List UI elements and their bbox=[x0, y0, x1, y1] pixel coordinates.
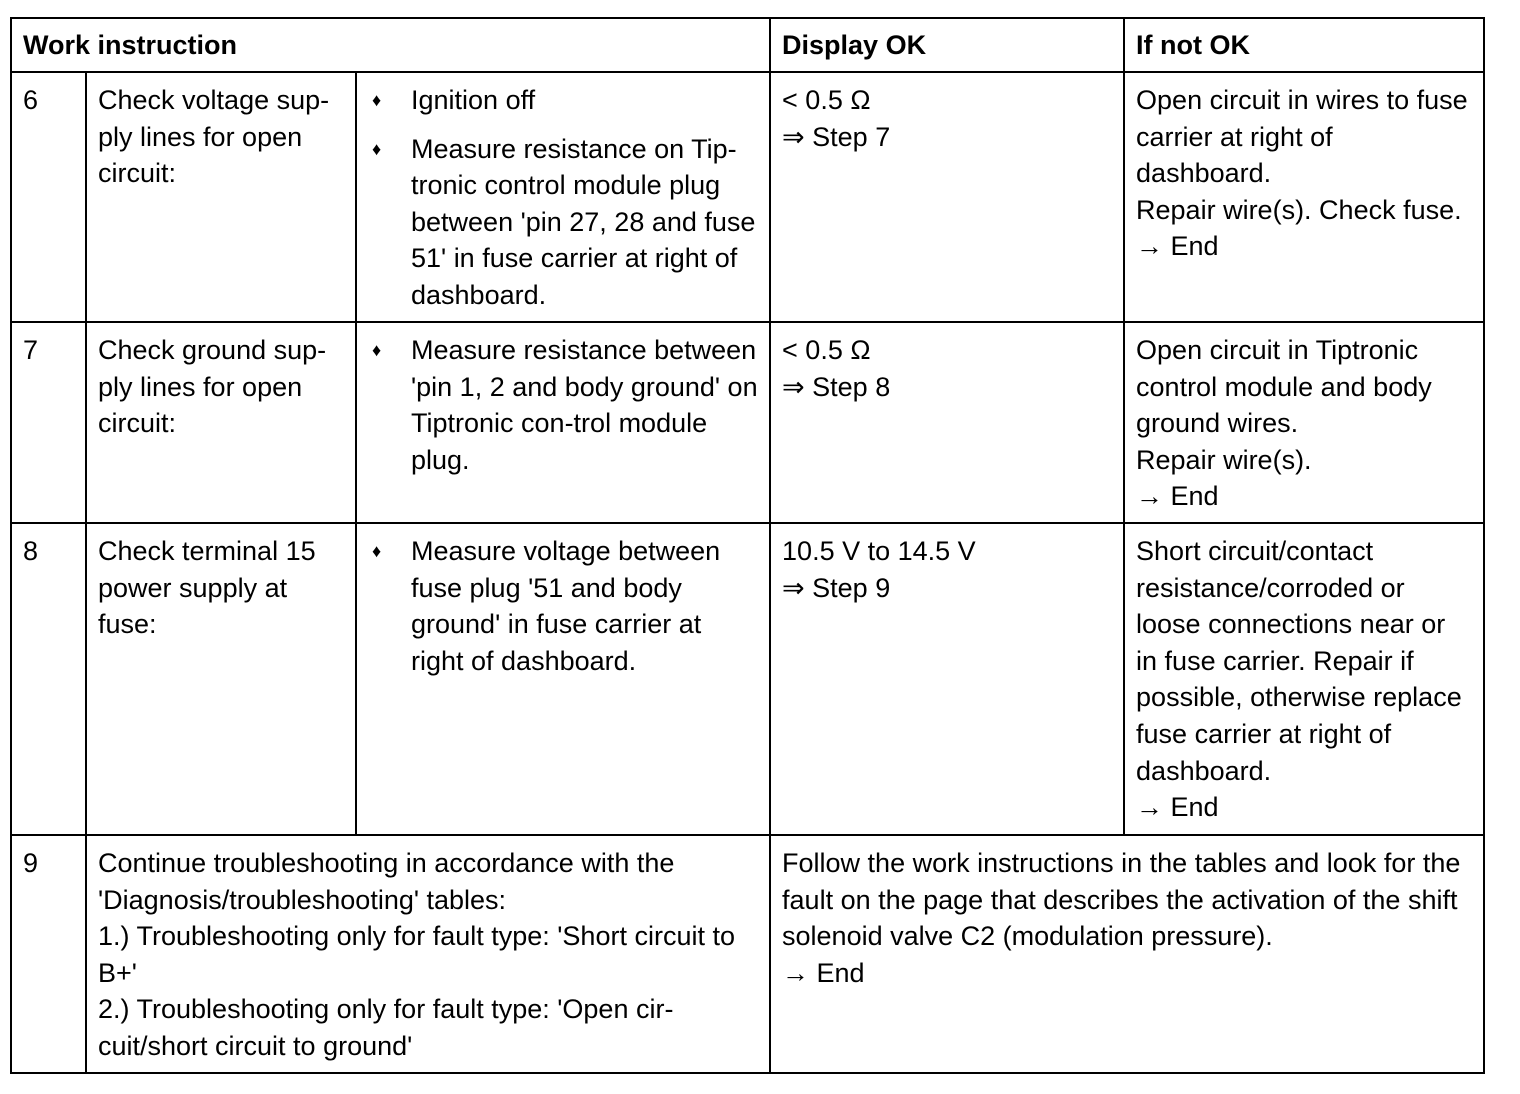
display-ok-value: < 0.5 Ω bbox=[782, 335, 871, 365]
end-marker: → End bbox=[1136, 231, 1219, 262]
fault-description: Short circuit/contact resistance/corroded or loose connections near or in fuse carrier. Repair if possible, otherwise replace fuse carrier at right of dashboard. bbox=[1136, 536, 1462, 786]
action-item: ♦ Measure voltage between fuse plug '51 and body ground' in fuse carrier at right of dashboard. bbox=[368, 533, 758, 679]
check-description: Check ground sup-ply lines for open circuit: bbox=[86, 322, 356, 523]
work-instruction-table bbox=[10, 17, 1485, 1074]
action-list bbox=[368, 82, 758, 314]
fault-description: Open circuit in Tiptronic control module and body ground wires. bbox=[1136, 335, 1432, 439]
next-step-link: ⇒ Step 8 bbox=[782, 371, 891, 402]
next-step-link: ⇒ Step 7 bbox=[782, 121, 891, 152]
action-list-cell bbox=[356, 523, 770, 835]
diamond-bullet-icon: ♦ bbox=[372, 90, 382, 110]
instruction-item: 2.) Troubleshooting only for fault type: 'Open cir-cuit/short circuit to ground' bbox=[98, 994, 674, 1061]
header-display-ok: Display OK bbox=[770, 18, 1124, 72]
end-marker: → End bbox=[782, 957, 865, 988]
header-if-not-ok: If not OK bbox=[1124, 18, 1484, 72]
display-ok-cell bbox=[770, 72, 1124, 322]
display-ok-cell bbox=[770, 523, 1124, 835]
result-description: Follow the work instructions in the tables and look for the fault on the page that describes the activation of the shift solenoid valve C2 (modulation pressure). bbox=[782, 848, 1461, 952]
instruction-intro: Continue troubleshooting in accordance with the 'Diagnosis/troubleshooting' tables: bbox=[98, 848, 675, 915]
continue-instruction-cell bbox=[86, 835, 770, 1073]
action-item: ♦ Measure resistance between 'pin 1, 2 and body ground' on Tiptronic con-trol module plug. bbox=[368, 332, 758, 478]
action-item: ♦ Measure resistance on Tip-tronic control module plug between 'pin 27, 28 and fuse 51' in fuse carrier at right of dashboard. bbox=[368, 131, 758, 314]
end-marker: → End bbox=[1136, 481, 1219, 512]
diamond-bullet-icon: ♦ bbox=[372, 541, 382, 561]
end-marker: → End bbox=[1136, 792, 1219, 823]
step-number: 8 bbox=[11, 523, 86, 835]
repair-instruction: Repair wire(s). bbox=[1136, 444, 1312, 475]
step-number: 9 bbox=[11, 835, 86, 1073]
step-number: 6 bbox=[11, 72, 86, 322]
step-number: 7 bbox=[11, 322, 86, 523]
display-ok-value: < 0.5 Ω bbox=[782, 85, 871, 115]
result-cell bbox=[770, 835, 1484, 1073]
if-not-ok-cell bbox=[1124, 72, 1484, 322]
instruction-item: 1.) Troubleshooting only for fault type: 'Short circuit to B+' bbox=[98, 921, 735, 988]
action-list-cell bbox=[356, 322, 770, 523]
check-description: Check terminal 15 power supply at fuse: bbox=[86, 523, 356, 835]
check-description: Check voltage sup-ply lines for open circuit: bbox=[86, 72, 356, 322]
diamond-bullet-icon: ♦ bbox=[372, 340, 382, 360]
table-row-step-9 bbox=[11, 835, 1484, 1073]
fault-description: Open circuit in wires to fuse carrier at right of dashboard. bbox=[1136, 85, 1468, 189]
display-ok-value: 10.5 V to 14.5 V bbox=[782, 536, 976, 566]
table-row-step-7 bbox=[11, 322, 1484, 523]
action-item: ♦ Ignition off bbox=[368, 82, 758, 119]
header-work-instruction: Work instruction bbox=[11, 18, 770, 72]
action-list bbox=[368, 533, 758, 679]
table-row-step-6 bbox=[11, 72, 1484, 322]
action-list-cell bbox=[356, 72, 770, 322]
if-not-ok-cell bbox=[1124, 523, 1484, 835]
if-not-ok-cell bbox=[1124, 322, 1484, 523]
header-row bbox=[11, 18, 1484, 72]
display-ok-cell bbox=[770, 322, 1124, 523]
repair-instruction: Repair wire(s). Check fuse. bbox=[1136, 194, 1462, 225]
next-step-link: ⇒ Step 9 bbox=[782, 572, 891, 603]
table-row-step-8 bbox=[11, 523, 1484, 835]
diamond-bullet-icon: ♦ bbox=[372, 138, 382, 159]
action-list bbox=[368, 332, 758, 478]
